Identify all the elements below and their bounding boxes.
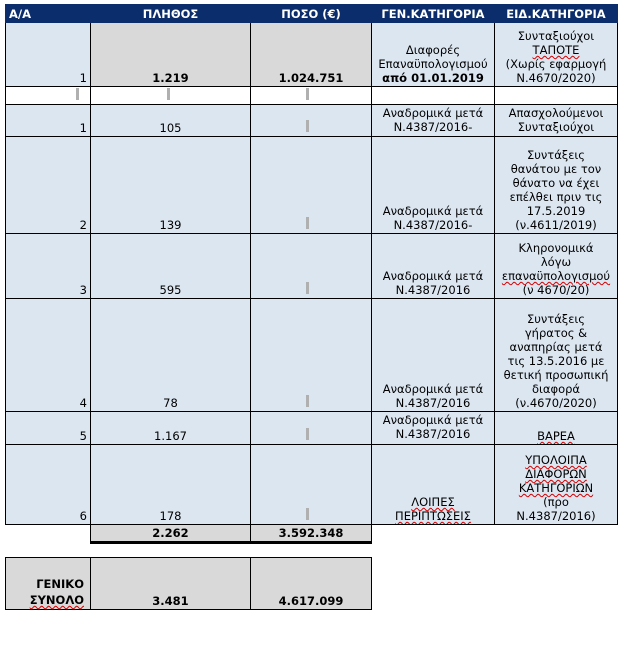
row-gen bbox=[372, 299, 495, 412]
gen-line: από 01.01.2019 bbox=[382, 71, 484, 85]
spacer-cell bbox=[91, 87, 251, 105]
row-poso bbox=[251, 137, 372, 234]
gap-cell bbox=[251, 543, 372, 558]
cell-marker bbox=[306, 428, 309, 440]
eid-line: γήρατος & bbox=[524, 326, 588, 340]
eid-line: (ν.4670/2020) bbox=[515, 396, 597, 410]
header-aa: Α/Α bbox=[6, 5, 91, 23]
gap-cell bbox=[91, 543, 251, 558]
table-row bbox=[6, 445, 618, 525]
row-aa: 6 bbox=[6, 445, 91, 525]
cell-marker bbox=[306, 395, 309, 407]
eid-line: ΚΑΤΗΓΟΡΙΩΝ bbox=[518, 481, 594, 495]
row-poso bbox=[251, 105, 372, 137]
gen-line: Διαφορές bbox=[405, 43, 461, 57]
row-plithos: 105 bbox=[91, 105, 251, 137]
table-row bbox=[6, 299, 618, 412]
row-aa: 4 bbox=[6, 299, 91, 412]
row-aa: 3 bbox=[6, 234, 91, 299]
gen-line: Ν.4387/2016 bbox=[395, 396, 471, 410]
row-aa: 2 bbox=[6, 137, 91, 234]
cell-marker bbox=[167, 88, 170, 100]
grand-total-label-line: ΣΥΝΟΛΟ bbox=[29, 593, 84, 607]
eid-line: 17.5.2019 bbox=[526, 204, 586, 218]
eid-line: θάνατο να έχει bbox=[512, 176, 600, 190]
header-gen: ΓΕΝ.ΚΑΤΗΓΟΡΙΑ bbox=[372, 5, 495, 23]
gen-line: Ν.4387/2016- bbox=[393, 218, 473, 232]
row-gen bbox=[372, 445, 495, 525]
eid-line: τις 13.5.2016 με bbox=[507, 354, 605, 368]
row-gen bbox=[372, 137, 495, 234]
grand-total-plithos: 3.481 bbox=[91, 558, 251, 610]
spacer-cell bbox=[6, 87, 91, 105]
cell-marker bbox=[306, 217, 309, 229]
eid-line: επαναϋπολογισμού bbox=[501, 269, 611, 283]
grand-total-blank bbox=[495, 558, 618, 610]
subtotal-blank bbox=[6, 525, 91, 543]
subtotal-plithos: 2.262 bbox=[91, 525, 251, 543]
eid-line: Συνταξιούχοι bbox=[517, 120, 595, 134]
gen-line: Ν.4387/2016 bbox=[395, 283, 471, 297]
row-eid bbox=[495, 412, 618, 445]
row-poso bbox=[251, 234, 372, 299]
subtotal-row bbox=[6, 525, 618, 543]
row-gen bbox=[372, 105, 495, 137]
eid-line: ΔΙΑΦΟΡΩΝ bbox=[525, 467, 587, 481]
eid-line: Κληρονομικά bbox=[518, 241, 594, 255]
eid-line: αναπηρίας μετά bbox=[509, 340, 603, 354]
table-row bbox=[6, 23, 618, 87]
gen-line: Αναδρομικά μετά bbox=[382, 413, 484, 427]
row-plithos: 595 bbox=[91, 234, 251, 299]
gap-row bbox=[6, 543, 618, 558]
row-eid bbox=[495, 105, 618, 137]
spacer-row bbox=[6, 87, 618, 105]
header-row bbox=[6, 5, 618, 23]
eid-line: ΒΑΡΕΑ bbox=[537, 429, 575, 443]
eid-line: Ν.4387/2016) bbox=[516, 509, 596, 523]
gap-cell bbox=[495, 543, 618, 558]
subtotal-blank bbox=[495, 525, 618, 543]
row-plithos: 139 bbox=[91, 137, 251, 234]
eid-line: (Χωρίς εφαρμογή bbox=[505, 57, 607, 71]
gen-line: Αναδρομικά μετά bbox=[382, 204, 484, 218]
row-gen bbox=[372, 412, 495, 445]
eid-line: Ν.4670/2020) bbox=[516, 71, 596, 85]
eid-line: (ν.4611/2019) bbox=[515, 218, 597, 232]
eid-line: Συντάξεις bbox=[526, 148, 586, 162]
grand-total-label bbox=[6, 558, 91, 610]
row-plithos: 1.219 bbox=[91, 23, 251, 87]
gen-line: Επαναϋπολογισμού bbox=[378, 57, 488, 71]
gen-line: Ν.4387/2016 bbox=[395, 427, 471, 441]
row-poso bbox=[251, 445, 372, 525]
cell-marker bbox=[306, 88, 309, 100]
cell-marker bbox=[76, 88, 79, 100]
cell-marker bbox=[306, 508, 309, 520]
grand-total-label-line: ΓΕΝΙΚΟ bbox=[36, 577, 84, 591]
spacer-cell bbox=[495, 87, 618, 105]
cell-marker bbox=[306, 120, 309, 132]
gen-line: Αναδρομικά μετά bbox=[382, 106, 484, 120]
benefits-table bbox=[5, 4, 618, 610]
grand-total-poso: 4.617.099 bbox=[251, 558, 372, 610]
row-poso: 1.024.751 bbox=[251, 23, 372, 87]
eid-line: επέλθει πριν τις bbox=[509, 190, 603, 204]
eid-line: (ν 4670/20) bbox=[522, 283, 590, 297]
eid-line: ΤΑΠΟΤΕ bbox=[532, 43, 580, 57]
grand-total-row bbox=[6, 558, 618, 610]
row-plithos: 78 bbox=[91, 299, 251, 412]
row-poso bbox=[251, 412, 372, 445]
eid-line: Απασχολούμενοι bbox=[508, 106, 604, 120]
row-plithos: 178 bbox=[91, 445, 251, 525]
spacer-cell bbox=[251, 87, 372, 105]
table-row bbox=[6, 105, 618, 137]
grand-total-blank bbox=[372, 558, 495, 610]
row-eid bbox=[495, 137, 618, 234]
gen-line: ΛΟΙΠΕΣ bbox=[411, 495, 455, 509]
row-aa: 1 bbox=[6, 23, 91, 87]
row-eid bbox=[495, 234, 618, 299]
gap-cell bbox=[6, 543, 91, 558]
row-poso bbox=[251, 299, 372, 412]
subtotal-blank bbox=[372, 525, 495, 543]
table-row bbox=[6, 412, 618, 445]
cell-marker bbox=[306, 282, 309, 294]
subtotal-poso: 3.592.348 bbox=[251, 525, 372, 543]
row-gen bbox=[372, 23, 495, 87]
row-aa: 5 bbox=[6, 412, 91, 445]
gen-line: Αναδρομικά μετά bbox=[382, 382, 484, 396]
gap-cell bbox=[372, 543, 495, 558]
header-eid: ΕΙΔ.ΚΑΤΗΓΟΡΙΑ bbox=[495, 5, 618, 23]
header-poso: ΠΟΣΟ (€) bbox=[251, 5, 372, 23]
eid-line: θανάτου με τον bbox=[510, 162, 602, 176]
table-row bbox=[6, 137, 618, 234]
row-aa: 1 bbox=[6, 105, 91, 137]
eid-line: ΥΠΟΛΟΙΠΑ bbox=[525, 453, 587, 467]
eid-line: διαφορά bbox=[531, 382, 580, 396]
eid-line: (προ bbox=[543, 495, 569, 509]
gen-line: ΠΕΡΙΠΤΩΣΕΙΣ bbox=[395, 509, 471, 523]
eid-line: Συνταξιούχοι bbox=[517, 29, 595, 43]
table-row bbox=[6, 234, 618, 299]
row-eid bbox=[495, 299, 618, 412]
row-gen bbox=[372, 234, 495, 299]
spacer-cell bbox=[372, 87, 495, 105]
gen-line: Ν.4387/2016- bbox=[393, 120, 473, 134]
row-plithos: 1.167 bbox=[91, 412, 251, 445]
row-eid bbox=[495, 23, 618, 87]
row-eid bbox=[495, 445, 618, 525]
header-plithos: ΠΛΗΘΟΣ bbox=[91, 5, 251, 23]
eid-line: λόγω bbox=[540, 255, 572, 269]
gen-line: Αναδρομικά μετά bbox=[382, 269, 484, 283]
eid-line: Συντάξεις bbox=[526, 312, 586, 326]
eid-line: θετική προσωπική bbox=[503, 368, 609, 382]
